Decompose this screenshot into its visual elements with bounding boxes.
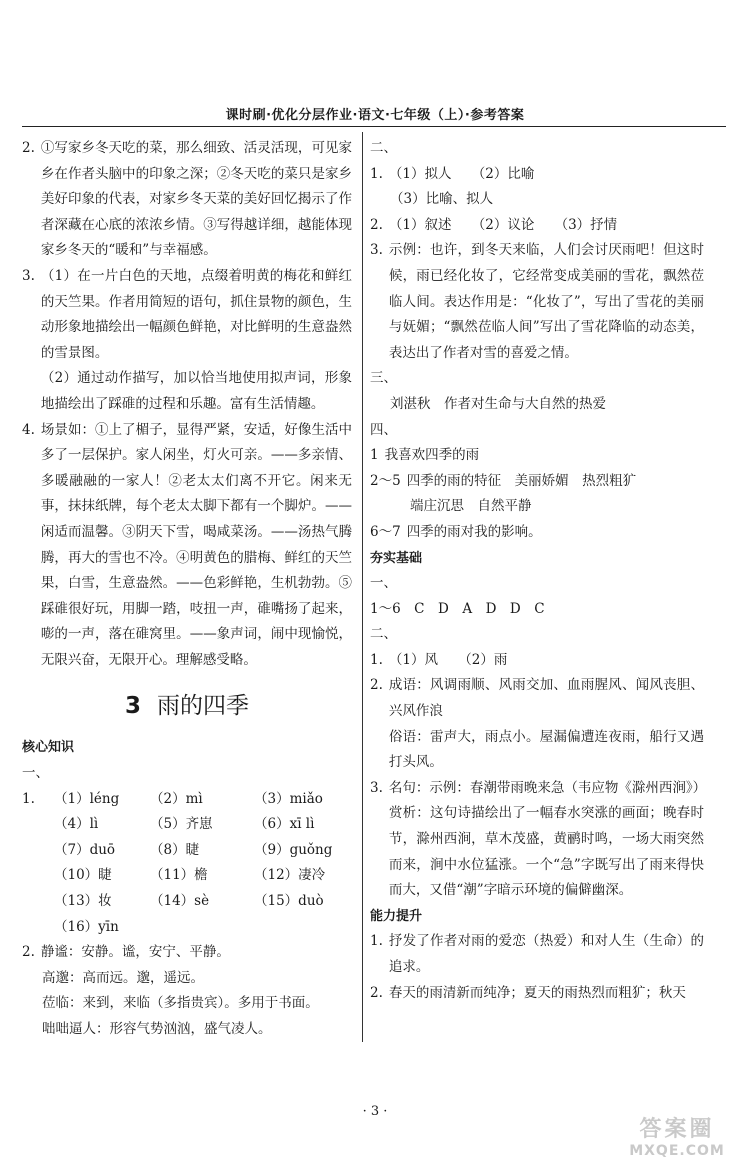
pinyin-cell: （3）miǎo	[254, 790, 323, 807]
answer-item	[370, 981, 704, 1007]
pinyin-cell: （6）xī lì	[254, 816, 315, 833]
item-number: 1.	[22, 790, 35, 807]
watermark-logo	[612, 1118, 742, 1162]
item-text: 场景如：①上了楣子，显得严紧，安适，好像生活中多了一层保护。家人闲坐，灯火可亲。——多亲情、多暖融融的一家人！②老太太们离不开它。闲来无事，抹抹纸牌，每个老太太脚下都有一个脚炉。——闲适而温馨。③阴天下雪，喝咸菜汤。——汤热气腾腾，再大的雪也不冷。④明黄色的腊梅、鲜红的天竺果，白雪，生意盎然。——色彩鲜艳，生机勃勃。⑤踩碓很好玩，用脚一踏，吱扭一声，碓嘴扬了起来，嘭的一声，落在碓窝里。——象声词，闹中现愉悦，无限兴奋，无限开心。理解感受略。	[40, 421, 352, 668]
part-label: 二、	[370, 140, 397, 156]
answer-item	[370, 673, 704, 724]
pinyin-cell: （9）guǒng	[254, 841, 333, 858]
answer-item	[22, 136, 352, 264]
section-heading: 能力提升	[370, 908, 423, 924]
pinyin-cell: （1）léng	[54, 790, 120, 807]
part-label: 一、	[370, 575, 397, 592]
answer-item	[370, 469, 704, 495]
answer-item	[370, 648, 704, 674]
pinyin-cell: （10）睫	[54, 867, 112, 884]
page-header: 课时刷·优化分层作业·语文·七年级（上）·参考答案	[225, 108, 525, 123]
item-line: 端庄沉思 自然平静	[410, 498, 532, 515]
item-number: 2.	[370, 677, 383, 694]
answer-item	[370, 520, 704, 546]
item-text: （1）叙述 （2）议论 （3）抒情	[388, 216, 618, 233]
answer-item	[22, 264, 352, 366]
section-heading: 核心知识	[22, 740, 75, 756]
lesson-title	[22, 691, 352, 721]
pinyin-cell: （12）凄冷	[254, 867, 326, 884]
lesson-name: 雨的四季	[157, 693, 249, 720]
pinyin-cell: （13）妆	[54, 893, 112, 910]
item-text: 我喜欢四季的雨	[384, 447, 480, 464]
item-text: （1）拟人 （2）比喻	[388, 165, 535, 182]
item-number: 6～7	[370, 523, 401, 540]
item-text: 四季的雨的特征 美丽娇媚 热烈粗犷	[406, 472, 637, 489]
item-number: 1.	[370, 933, 383, 950]
item-number: 1.	[370, 165, 383, 182]
item-text: 成语：风调雨顺、风雨交加、血雨腥风、闻风丧胆、兴风作浪	[388, 677, 704, 720]
pinyin-cell: （2）mì	[150, 790, 203, 807]
part-label: 一、	[22, 765, 49, 782]
header-rule	[22, 126, 726, 127]
item-text: （2）通过动作描写，加以恰当地使用拟声词，形象地描绘出了踩碓的过程和乐趣。富有生活情趣。	[40, 370, 352, 412]
vocab-line: 咄咄逼人：形容气势汹汹，盛气凌人。	[42, 1021, 272, 1037]
pinyin-cell: （16）yīn	[54, 918, 119, 935]
left-column	[22, 136, 352, 1043]
item-number: 3.	[370, 779, 383, 796]
column-divider	[362, 132, 363, 1042]
answer-item	[370, 929, 704, 980]
answer-item	[370, 725, 704, 776]
item-number: 2.	[370, 984, 383, 1001]
item-text: 春天的雨清新而纯净；夏天的雨热烈而粗犷；秋天	[388, 984, 686, 1001]
pinyin-cell: （8）睫	[150, 841, 200, 858]
item-number: 4.	[22, 421, 35, 438]
item-text: 静谧：安静。谧，安宁、平静。	[40, 944, 230, 961]
item-number: 3.	[370, 242, 383, 259]
pinyin-cell: （14）sè	[150, 893, 210, 910]
item-number: 2.	[22, 140, 35, 156]
answer-item	[370, 801, 704, 903]
watermark-url: MXQE.COM	[629, 1143, 725, 1159]
item-text: ①写家乡冬天吃的菜，那么细致、活灵活现，可见家乡在作者头脑中的印象之深；②冬天吃的菜只是家乡美好印象的代表，对家乡冬天菜的美好回忆揭示了作者深藏在心底的浓浓乡情。③写得越详细，越能体现家乡冬天的“暖和”与幸福感。	[40, 140, 352, 259]
answer-item	[370, 162, 704, 188]
item-text: 示例：也许，到冬天来临，人们会讨厌雨吧！但这时候，雨已经化妆了，它经常变成美丽的雪花，飘然莅临人间。表达作用是：“化妆了”，写出了雪花的美丽与妩媚；“飘然莅临人间”写出了雪花降临的动态美，表达出了作者对雪的喜爱之情。	[388, 242, 704, 361]
vocab-line: 莅临：来到，来临（多指贵宾）。多用于书面。	[42, 995, 319, 1012]
answer-item	[370, 213, 704, 239]
item-text: 俗语：雷声大，雨点小。屋漏偏遭连夜雨，船行又遇打头风。	[388, 728, 704, 771]
item-text: 赏析：这句诗描绘出了一幅春水突涨的画面；晚春时节，滁州西涧，草木茂盛，黄鹂时鸣，一场大雨突然而来，涧中水位猛涨。一个“急”字既写出了雨来得快而大，又借“潮”字暗示环境的偏僻幽深。	[388, 805, 704, 899]
pinyin-cell: （11）檐	[150, 867, 208, 884]
answer-item	[370, 443, 704, 469]
answer-item	[22, 366, 352, 417]
item-text: 四季的雨对我的影响。	[406, 523, 542, 540]
item-number: 2.	[22, 944, 35, 961]
vocab-line: 高邈：高而远。邈，遥远。	[42, 969, 204, 986]
pinyin-cell: （4）lì	[54, 816, 99, 833]
answer-item	[370, 776, 707, 802]
lesson-number: 3	[124, 693, 141, 720]
item-text: 名句：示例：春潮带雨晚来急（韦应物《滁州西涧》）	[388, 779, 707, 796]
item-text: （1）风 （2）雨	[388, 651, 508, 668]
page-number: · 3 ·	[362, 1104, 388, 1119]
watermark-text: 答案圈	[639, 1117, 715, 1142]
item-number: 1.	[370, 651, 383, 668]
item-text: 抒发了作者对雨的爱恋（热爱）和对人生（生命）的追求。	[388, 933, 704, 975]
answer-item	[22, 940, 352, 966]
choice-answers: 1～6 C D A D D C	[370, 600, 545, 617]
pinyin-cell: （5）齐崽	[150, 816, 213, 833]
item-number: 2～5	[370, 472, 401, 489]
part-label: 三、	[370, 370, 397, 387]
pinyin-cell: （7）duō	[54, 841, 116, 858]
pinyin-cell: （15）duò	[254, 893, 324, 910]
item-text: （1）在一片白色的天地，点缀着明黄的梅花和鲜红的天竺果。作者用简短的语句，抓住景物的颜色，生动形象地描绘出一幅颜色鲜艳，对比鲜明的生意盎然的雪景图。	[40, 267, 352, 361]
item-line: 刘湛秋 作者对生命与大自然的热爱	[390, 395, 606, 412]
item-number: 3.	[22, 267, 35, 284]
item-line: （3）比喻、拟人	[390, 191, 494, 208]
answer-item	[370, 238, 704, 366]
item-number: 2.	[370, 216, 383, 233]
part-label: 四、	[370, 421, 397, 438]
answer-item	[22, 418, 352, 674]
section-heading: 夯实基础	[370, 550, 423, 566]
part-label: 二、	[370, 626, 397, 643]
right-column	[370, 136, 707, 1006]
pinyin-grid	[22, 787, 352, 941]
item-number: 1	[370, 447, 379, 464]
